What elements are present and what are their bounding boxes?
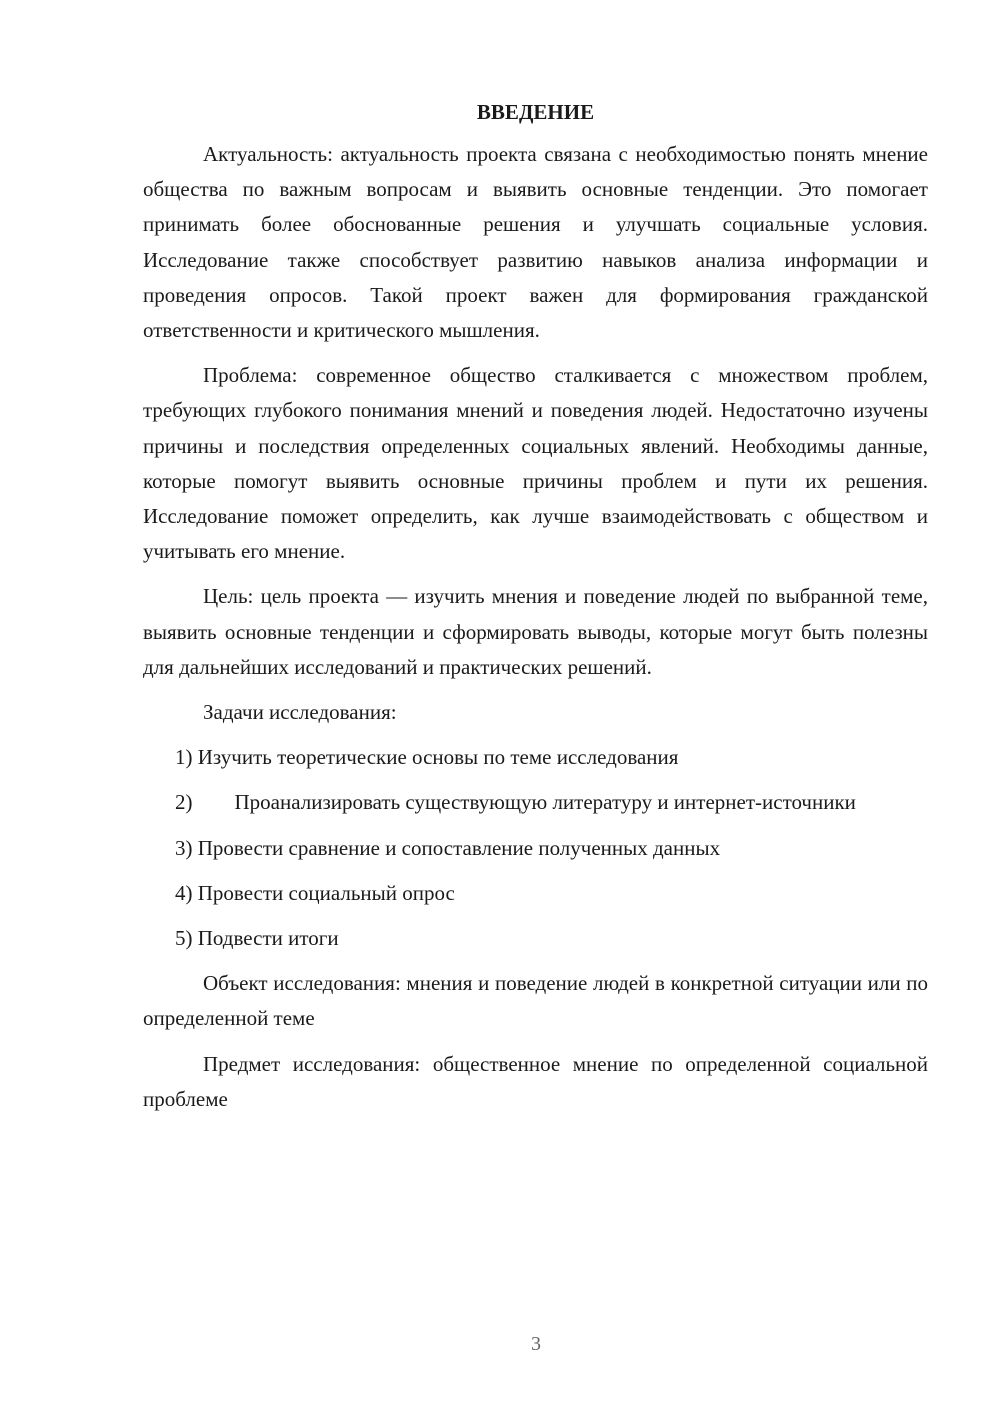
tasks-heading: Задачи исследования: (203, 700, 397, 725)
task-item-3: 3) Провести сравнение и сопоставление полученных данных (175, 835, 721, 860)
page-content (143, 96, 928, 1127)
paragraph-subject: Предмет исследования: общественное мнение по определенной социальной проблеме (143, 1051, 928, 1111)
task-item-4: 4) Провести социальный опрос (175, 880, 455, 905)
paragraph-problem: Проблема: современное общество сталкивается с множеством проблем, требующих глубокого понимания мнений и поведения людей. Недостаточно изучены причины и последствия определенных социальных явлений. Необходимы данные, которые помогут выявить основные причины проблем и пути их решения. Исследование поможет определить, как лучше взаимодействовать с обществом и учитывать его мнение. (143, 363, 928, 564)
task-item-2: 2) Проанализировать существующую литературу и интернет-источники (175, 790, 856, 815)
paragraph-goal: Цель: цель проекта — изучить мнения и поведение людей по выбранной теме, выявить основные тенденции и сформировать выводы, которые могут быть полезны для дальнейших исследований и практических решений. (143, 584, 928, 679)
paragraph-relevance: Актуальность: актуальность проекта связана с необходимостью понять мнение общества по важным вопросам и выявить основные тенденции. Это помогает принимать более обоснованные решения и улучшать социальные условия. Исследование также способствует развитию навыков анализа информации и проведения опросов. Такой проект важен для формирования гражданской ответственности и критического мышления. (143, 142, 928, 343)
page-number: 3 (531, 1333, 541, 1355)
task-item-1: 1) Изучить теоретические основы по теме исследования (175, 745, 679, 770)
section-title: ВВЕДЕНИЕ (476, 100, 595, 124)
task-item-5: 5) Подвести итоги (175, 926, 339, 951)
paragraph-object: Объект исследования: мнения и поведение людей в конкретной ситуации или по определенной теме (143, 971, 928, 1031)
